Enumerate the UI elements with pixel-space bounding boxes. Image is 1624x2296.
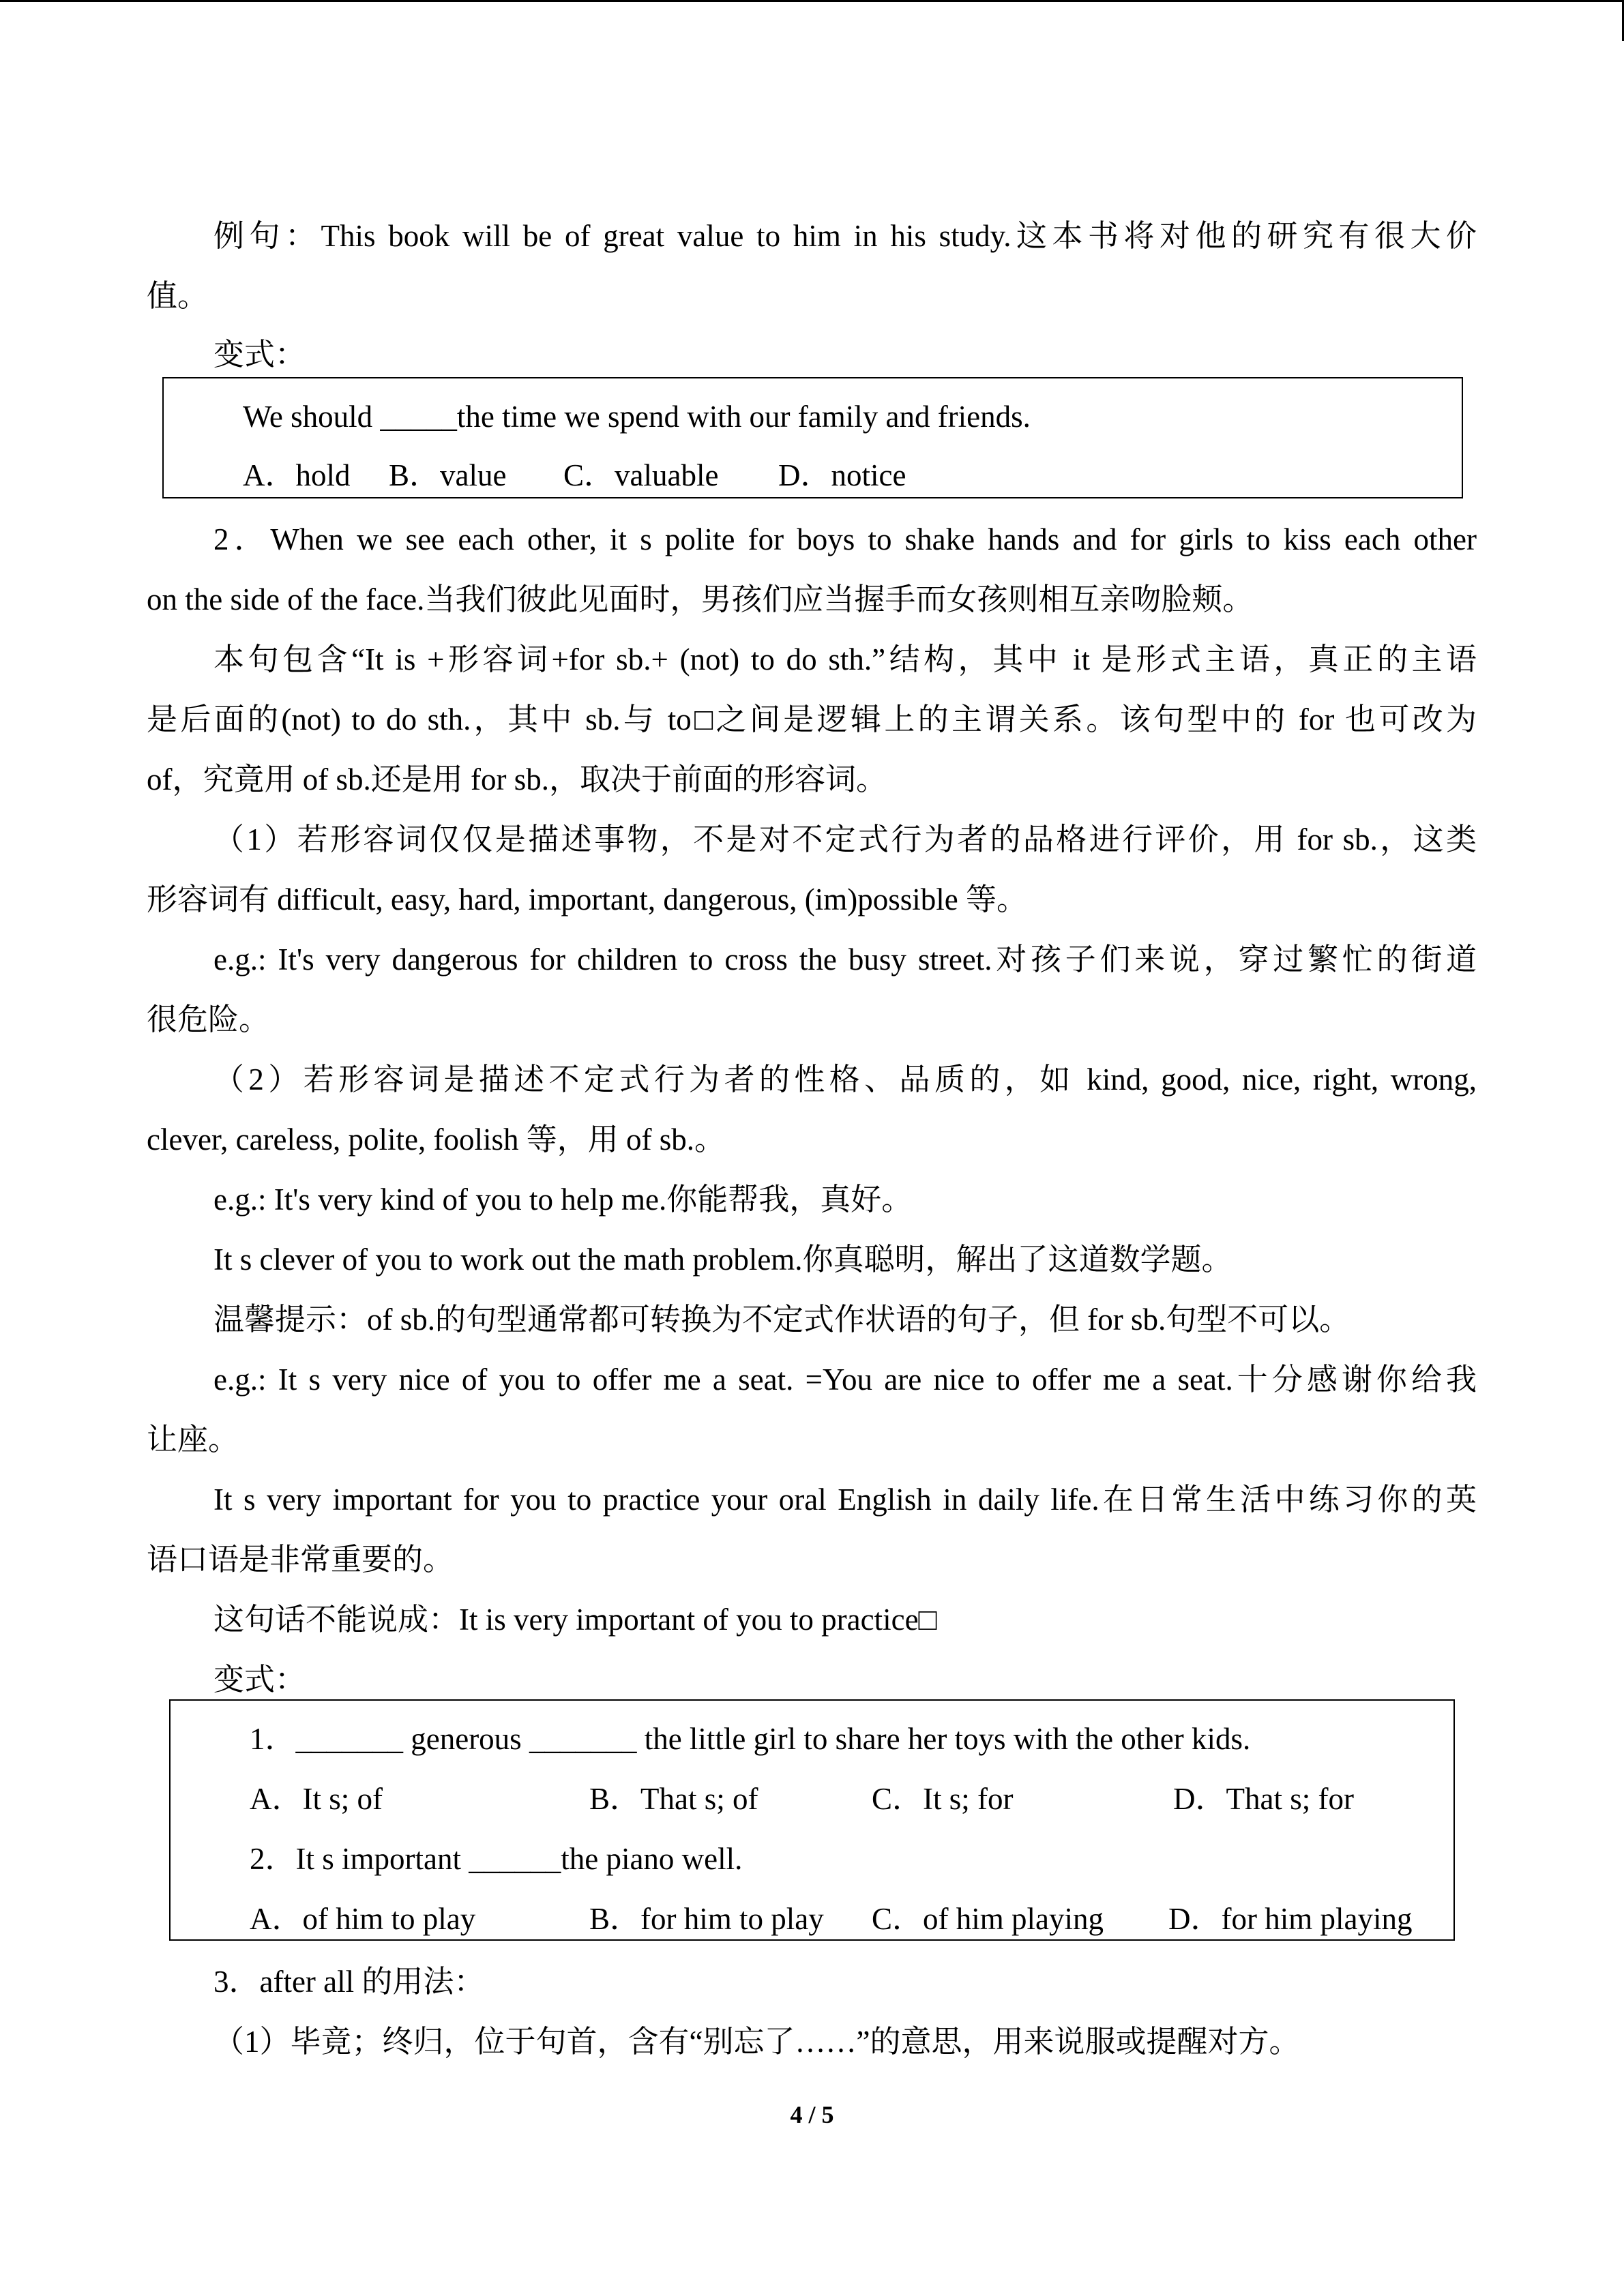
point2-explanation-line3: of，究竟用 of sb.还是用 for sb.，取决于前面的形容词。 (147, 762, 887, 796)
rule2-line2: clever, careless, polite, foolish 等，用 of sb.。 (147, 1122, 725, 1157)
example4-line2: 让座。 (147, 1422, 239, 1457)
exercise-1-option-a: A．hold (243, 458, 351, 492)
variant-label-2: 变式： (213, 1663, 306, 1697)
example2: e.g.: It's very kind of you to help me.你能帮我，真好。 (213, 1182, 913, 1217)
exercise-2-q2-option-c: C．of him playing (872, 1902, 1104, 1936)
example5-line1: It s very important for you to practice your oral English in daily life.在日常生活中练习你的英 (213, 1482, 1477, 1517)
page-top-border (0, 0, 1624, 2)
rule1-line2: 形容词有 difficult, easy, hard, important, dangerous, (im)possible 等。 (147, 882, 1028, 916)
point2-sentence-line2: on the side of the face.当我们彼此见面时，男孩们应当握手而女孩则相互亲吻脸颊。 (147, 582, 1254, 616)
exercise-1-question: We should _____the time we spend with our family and friends. (243, 400, 1031, 434)
rule1-line1: （1）若形容词仅仅是描述事物，不是对不定式行为者的品格进行评价，用 for sb.，这类 (213, 822, 1477, 856)
example-sentence-line2: 值。 (147, 279, 209, 313)
exercise-1-option-d: D．notice (778, 458, 906, 492)
warm-tip: 温馨提示：of sb.的句型通常都可转换为不定式作状语的句子，但 for sb.句型不可以。 (213, 1302, 1350, 1337)
exercise-2-q2-option-d: D．for him playing (1168, 1902, 1413, 1936)
example1-line1: e.g.: It's very dangerous for children to cross the busy street.对孩子们来说，穿过繁忙的街道 (213, 942, 1477, 976)
page-number: 4 / 5 (790, 2101, 834, 2128)
point2-explanation-line1: 本句包含“It is +形容词+for sb.+ (not) to do sth.”结构，其中 it 是形式主语，真正的主语 (213, 642, 1477, 676)
rule2-line1: （2）若形容词是描述不定式行为者的性格、品质的，如 kind, good, nice, right, wrong, (213, 1062, 1477, 1097)
example-sentence-line1: 例句：This book will be of great value to him in his study.这本书将对他的研究有很大价 (213, 219, 1477, 253)
point2-explanation-line2: 是后面的(not) to do sth.，其中 sb.与 to□之间是逻辑上的主谓关系。该句型中的 for 也可改为 (147, 702, 1477, 736)
point3-item1: （1）毕竟；终归，位于句首，含有“别忘了……”的意思，用来说服或提醒对方。 (213, 2025, 1300, 2059)
exercise-2-question-2: 2．It s important ______the piano well. (250, 1842, 743, 1876)
example1-line2: 很危险。 (147, 1002, 270, 1037)
exercise-2-q1-option-c: C．It s; for (872, 1782, 1014, 1816)
exercise-1-option-b: B．value (389, 458, 507, 492)
exercise-2-q1-option-a: A．It s; of (250, 1782, 383, 1816)
exercise-box-2 (169, 1699, 1455, 1941)
exercise-2-q2-option-a: A．of him to play (250, 1902, 476, 1936)
cannot-say-note: 这句话不能说成：It is very important of you to practice□ (213, 1602, 937, 1637)
exercise-2-q2-option-b: B．for him to play (589, 1902, 824, 1936)
example5-line2: 语口语是非常重要的。 (147, 1542, 454, 1577)
example3: It s clever of you to work out the math problem.你真聪明，解出了这道数学题。 (213, 1242, 1232, 1277)
example4-line1: e.g.: It s very nice of you to offer me a seat. =You are nice to offer me a seat.十分感谢你给我 (213, 1362, 1477, 1397)
exercise-2-q1-option-b: B．That s; of (589, 1782, 758, 1816)
point3-title: 3．after all 的用法： (213, 1965, 485, 1999)
exercise-box-1 (162, 377, 1463, 498)
exercise-2-q1-option-d: D．That s; for (1173, 1782, 1354, 1816)
exercise-1-option-c: C．valuable (563, 458, 719, 492)
variant-label-1: 变式： (213, 338, 306, 372)
point2-sentence-line1: 2．When we see each other, it s polite for boys to shake hands and for girls to kiss each other (213, 522, 1477, 556)
exercise-2-question-1: 1．_______ generous _______ the little girl to share her toys with the other kids. (250, 1722, 1251, 1756)
